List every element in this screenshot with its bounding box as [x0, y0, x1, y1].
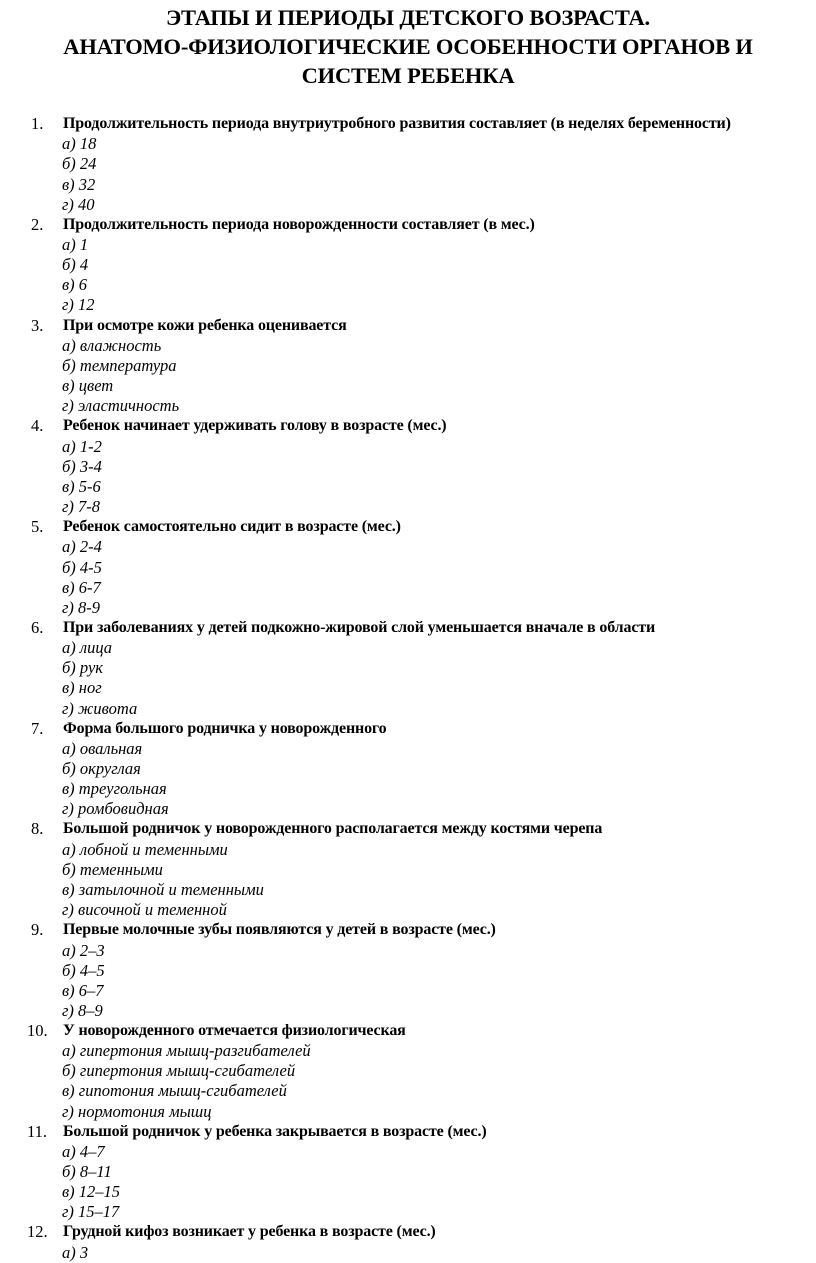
answer-option: в) 6 [62, 275, 88, 295]
question-text: Большой родничок у новорожденного располагается между костями черепа [63, 820, 603, 838]
question-number: 4. [31, 416, 44, 436]
answer-option: а) овальная [62, 738, 143, 758]
answer-option: г) нормотония мышц [62, 1101, 212, 1121]
question-number: 6. [31, 617, 44, 637]
answer-option: в) 12–15 [62, 1182, 121, 1202]
question-item [0, 416, 816, 517]
question-item [0, 1021, 816, 1122]
question-row [0, 517, 816, 537]
question-row [0, 1222, 816, 1242]
answer-option: г) 8–9 [62, 1000, 103, 1020]
question-item [0, 517, 816, 618]
question-item [0, 819, 816, 920]
question-text: Продолжительность периода внутриутробного развития составляет (в неделях беременности) [63, 115, 731, 132]
answer-option: г) 15–17 [62, 1202, 120, 1222]
question-item [0, 114, 816, 215]
answer-option: г) височной и теменной [62, 900, 227, 920]
question-row [0, 316, 816, 336]
question-number: 7. [31, 718, 44, 738]
title-line-2: АНАТОМО-ФИЗИОЛОГИЧЕСКИЕ ОСОБЕННОСТИ ОРГАНОВ И [63, 34, 753, 59]
answer-option: а) 3 [62, 1242, 89, 1262]
question-row [0, 719, 816, 739]
question-row [0, 215, 816, 235]
question-text: Грудной кифоз возникает у ребенка в возрасте (мес.) [63, 1223, 436, 1241]
question-row [0, 618, 816, 638]
question-number: 10. [27, 1020, 48, 1040]
answer-option: в) 5-6 [62, 476, 101, 496]
question-number: 5. [31, 517, 44, 537]
answer-option: а) 1 [62, 235, 89, 255]
question-text: При заболеваниях у детей подкожно-жировой слой уменьшается вначале в области [63, 618, 656, 636]
question-item [0, 618, 816, 719]
question-number: 1. [31, 114, 44, 133]
answer-option: б) рук [62, 658, 103, 678]
answer-option: в) затылочной и теменными [62, 879, 264, 899]
answer-option: г) живота [62, 698, 138, 718]
question-row [0, 114, 816, 134]
answer-option: г) 40 [62, 194, 95, 214]
answer-option: в) 6-7 [62, 577, 101, 597]
question-number: 12. [27, 1222, 48, 1242]
answer-option: б) гипертония мышц-сгибателей [62, 1061, 296, 1081]
answer-option: в) 6–7 [62, 980, 104, 1000]
question-number: 9. [31, 920, 44, 940]
question-item [0, 1122, 816, 1223]
question-item [0, 920, 816, 1021]
answer-option: а) 2–3 [62, 940, 105, 960]
answer-option: б) округлая [62, 759, 141, 779]
answer-option: а) 18 [62, 134, 97, 154]
answer-option: б) 4 [62, 255, 89, 275]
question-row [0, 416, 816, 436]
question-text: Ребенок самостоятельно сидит в возрасте (мес.) [63, 518, 401, 536]
question-text: При осмотре кожи ребенка оценивается [63, 316, 347, 334]
answer-option: в) гипотония мышц-сгибателей [62, 1081, 287, 1101]
question-text: Большой родничок у ребенка закрывается в возрасте (мес.) [63, 1122, 487, 1140]
question-item [0, 215, 816, 316]
answer-option: а) 4–7 [62, 1142, 105, 1162]
answer-option: б) теменными [62, 859, 163, 879]
answer-option: б) 8–11 [62, 1162, 112, 1182]
answer-option: а) 1-2 [62, 436, 102, 456]
question-text: Форма большого родничка у новорожденного [63, 719, 387, 737]
answer-option: г) 7-8 [62, 496, 101, 516]
answer-option: г) 12 [62, 295, 95, 315]
question-number: 2. [31, 214, 44, 234]
answer-option: г) эластичность [62, 396, 180, 416]
answer-option: б) температура [62, 356, 177, 376]
question-item [0, 719, 816, 820]
title-line-3: СИСТЕМ РЕБЕНКА [301, 63, 515, 88]
question-number: 8. [31, 819, 44, 839]
answer-option: б) 4–5 [62, 960, 105, 980]
question-number: 11. [27, 1121, 48, 1141]
answer-option: г) 8-9 [62, 597, 101, 617]
answer-option: в) 32 [62, 174, 96, 194]
answer-option: а) гипертония мышц-разгибателей [62, 1041, 311, 1061]
answer-option: а) лобной и теменными [62, 839, 228, 859]
question-row [0, 920, 816, 940]
answer-option: а) лица [62, 638, 113, 658]
question-text: Ребенок начинает удерживать голову в возрасте (мес.) [63, 417, 447, 435]
answer-option: а) влажность [62, 335, 162, 355]
answer-option: в) цвет [62, 376, 114, 396]
title-line-1: ЭТАПЫ И ПЕРИОДЫ ДЕТСКОГО ВОЗРАСТА. [166, 5, 650, 30]
question-text: Продолжительность периода новорожденности составляет (в мес.) [63, 215, 535, 233]
question-row [0, 1122, 816, 1142]
answer-option: г) ромбовидная [62, 799, 169, 819]
question-number: 3. [31, 315, 44, 335]
answer-option: а) 2-4 [62, 537, 102, 557]
answer-option: б) 3-4 [62, 456, 102, 476]
answer-option: в) ног [62, 678, 102, 698]
page-title [0, 0, 816, 90]
question-row [0, 819, 816, 839]
question-text: У новорожденного отмечается физиологическая [63, 1021, 406, 1039]
question-list [0, 114, 816, 1263]
question-item [0, 1222, 816, 1262]
question-row [0, 1021, 816, 1041]
answer-option: б) 24 [62, 154, 97, 174]
answer-option: б) 4-5 [62, 557, 102, 577]
question-text: Первые молочные зубы появляются у детей в возрасте (мес.) [63, 921, 496, 939]
answer-option: в) треугольная [62, 779, 167, 799]
question-item [0, 316, 816, 417]
